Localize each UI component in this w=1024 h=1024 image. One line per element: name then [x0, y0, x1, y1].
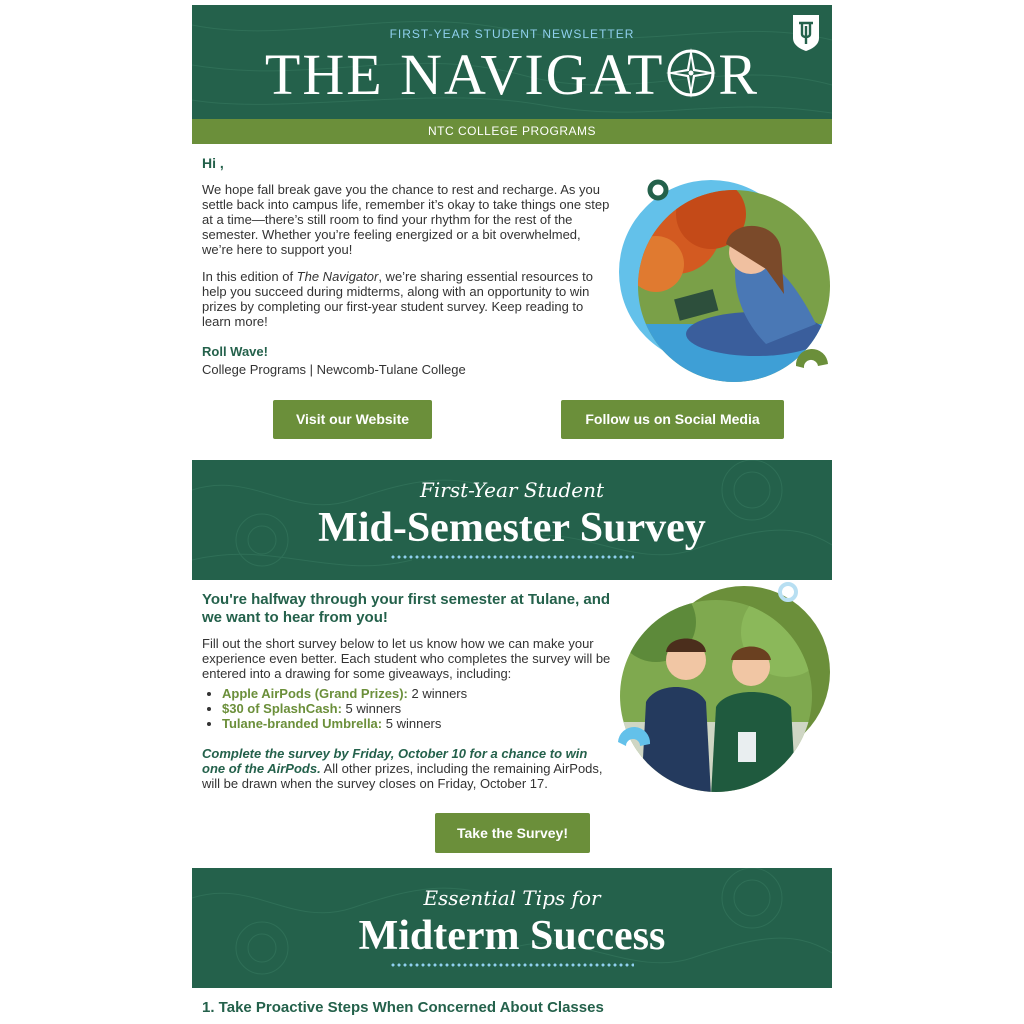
- survey-banner-script: First-Year Student: [419, 478, 604, 502]
- title-text-left: THE NAVIGAT: [264, 42, 665, 107]
- tip-1-heading: 1. Take Proactive Steps When Concerned About Classes: [202, 999, 604, 1016]
- tulane-shield-icon: [792, 14, 820, 52]
- giveaway-label: $30 of SplashCash:: [222, 701, 342, 716]
- giveaway-count: 5 winners: [382, 716, 442, 731]
- masthead: [192, 5, 832, 119]
- newsletter: [192, 5, 832, 1023]
- para2-pre: In this edition of: [202, 269, 297, 284]
- signoff: Roll Wave!: [202, 344, 268, 359]
- survey-banner: [192, 460, 832, 580]
- title-text-right: R: [718, 42, 760, 107]
- survey-banner-title: Mid-Semester Survey: [318, 505, 706, 551]
- signature-line: College Programs | Newcomb-Tulane College: [202, 362, 466, 377]
- students-photo: [616, 582, 832, 796]
- para2-post: , we’re sharing essential resources to help you succeed during midterms, along with an opportunity to win prizes by completing our first-year student survey. Keep reading to learn more!: [202, 269, 593, 329]
- giveaway-label: Apple AirPods (Grand Prizes):: [222, 686, 408, 701]
- intro-section: [192, 144, 832, 460]
- intro-paragraph-1: We hope fall break gave you the chance to rest and recharge. As you settle back into campus life, remember it’s okay to take things one step at a time—there’s still room to find your rhythm for the rest of the semester. Whether you’re feeling energized or a bit overwhelmed, we’re here to support you!: [202, 182, 610, 257]
- college-programs-bar: NTC COLLEGE PROGRAMS: [192, 119, 832, 144]
- greeting: Hi ,: [202, 155, 224, 171]
- giveaway-list: [202, 686, 622, 731]
- compass-icon: [664, 46, 718, 100]
- survey-deadline: [202, 746, 612, 791]
- giveaway-label: Tulane-branded Umbrella:: [222, 716, 383, 731]
- newsletter-kicker: FIRST-YEAR STUDENT NEWSLETTER: [389, 27, 635, 41]
- tips-banner: [192, 868, 832, 988]
- giveaway-count: 5 winners: [341, 701, 402, 716]
- deadline-rest: All other prizes, including the remaining AirPods, will be drawn when the survey closes on Friday, October 17.: [202, 761, 603, 791]
- giveaway-item: [222, 716, 622, 731]
- intro-paragraph-2: [202, 269, 602, 329]
- survey-heading: You're halfway through your first semester at Tulane, and we want to hear from you!: [202, 591, 611, 626]
- student-reading-photo: [616, 174, 832, 386]
- tips-banner-script: Essential Tips for: [423, 886, 601, 910]
- follow-social-button[interactable]: Follow us on Social Media: [561, 400, 784, 439]
- survey-paragraph: Fill out the short survey below to let us know how we can make your experience even better. Each student who completes the survey will be entered into a drawing for some giveaways, including:: [202, 636, 611, 681]
- newsletter-title: [192, 42, 832, 107]
- visit-website-button[interactable]: Visit our Website: [273, 400, 432, 439]
- deadline-emphasis: Complete the survey by Friday, October 10 for a chance to win one of the AirPods.: [202, 746, 588, 776]
- giveaway-item: [222, 701, 622, 716]
- giveaway-item: [222, 686, 622, 701]
- dotted-divider: [390, 555, 634, 559]
- take-survey-button[interactable]: Take the Survey!: [435, 813, 590, 853]
- tips-banner-title: Midterm Success: [358, 913, 666, 959]
- giveaway-count: 2 winners: [407, 686, 468, 701]
- dotted-divider-2: [390, 963, 634, 967]
- navigator-italic: The Navigator: [296, 269, 379, 284]
- survey-section: [192, 580, 832, 868]
- tips-section: [192, 988, 832, 1023]
